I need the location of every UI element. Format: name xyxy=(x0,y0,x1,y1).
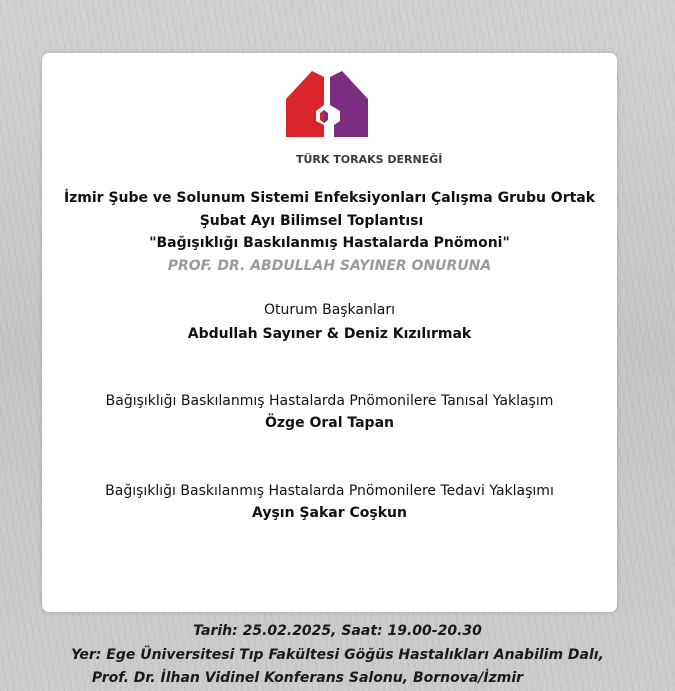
header-line-2: Şubat Ayı Bilimsel Toplantısı xyxy=(199,213,424,229)
talk-2-speaker: Ayşın Şakar Coşkun xyxy=(252,505,407,521)
turk-toraks-logo xyxy=(282,65,443,166)
talk-2-title: Bağışıklığı Baskılanmış Hastalarda Pnömonilere Tedavi Yaklaşımı xyxy=(105,483,554,499)
talk-1-title: Bağışıklığı Baskılanmış Hastalarda Pnömonilere Tanısal Yaklaşım xyxy=(105,393,554,409)
announcement-card xyxy=(42,53,617,612)
dedication: PROF. DR. ABDULLAH SAYINER ONURUNA xyxy=(167,258,492,274)
talk-1-speaker: Özge Oral Tapan xyxy=(265,415,394,431)
venue-line-1: Yer: Ege Üniversitesi Tıp Fakültesi Göğüs Hastalıkları Anabilim Dalı, xyxy=(71,647,604,663)
lungs-logo-icon xyxy=(282,65,372,145)
event-date-time: Tarih: 25.02.2025, Saat: 19.00-20.30 xyxy=(193,623,482,639)
venue-line-2: Prof. Dr. İlhan Vidinel Konferans Salonu, Bornova/İzmir xyxy=(91,670,524,686)
chairs-names: Abdullah Sayıner & Deniz Kızılırmak xyxy=(187,326,472,342)
logo-title: TÜRK TORAKS DERNEĞİ xyxy=(296,153,443,166)
chairs-label: Oturum Başkanları xyxy=(263,302,395,318)
meeting-topic: "Bağışıklığı Baskılanmış Hastalarda Pnömoni" xyxy=(149,235,510,251)
header-line-1: İzmir Şube ve Solunum Sistemi Enfeksiyonları Çalışma Grubu Ortak xyxy=(63,190,596,206)
